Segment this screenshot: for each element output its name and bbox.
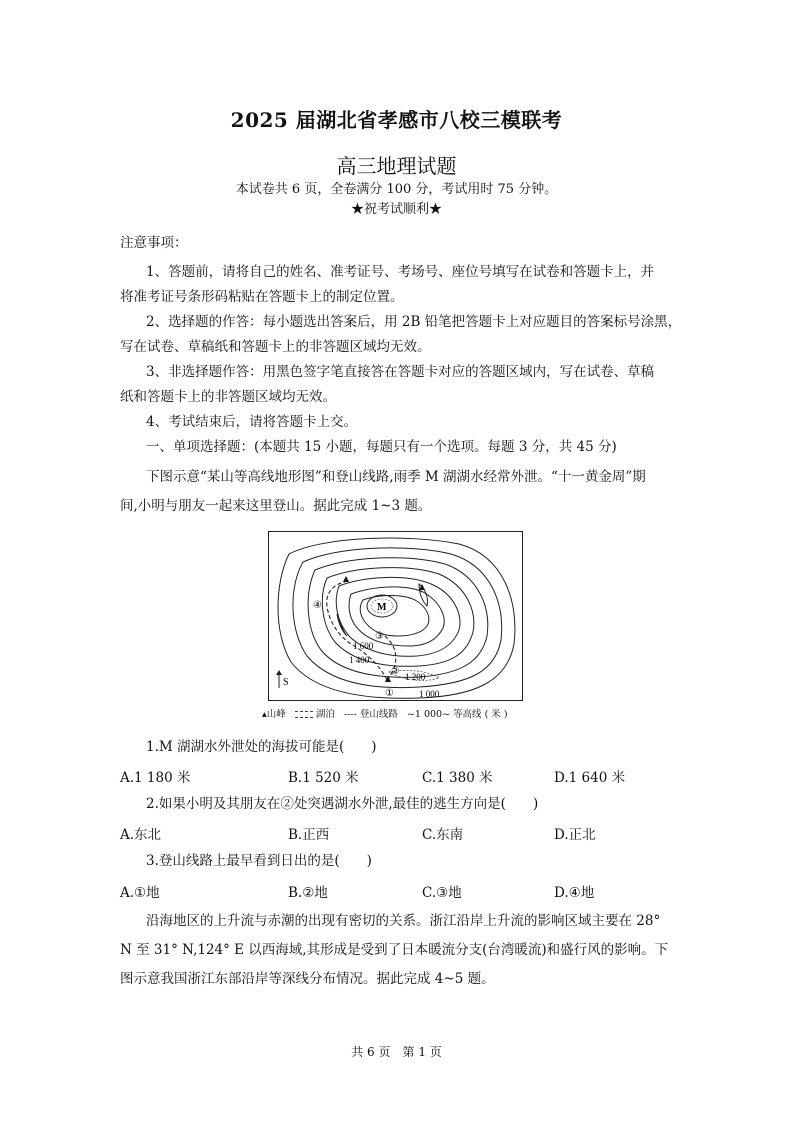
lake-pattern-icon	[295, 711, 313, 718]
question-1-options	[0, 766, 793, 784]
passage-2-line-2: N 至 31° N,124° E 以西海域,其形成是受到了日本暖流分支(台湾暖流)和盛行风的影响。下	[120, 942, 669, 958]
legend-lake-label: 湖泊	[315, 709, 335, 720]
section-heading: 一、单项选择题：(本题共 15 小题，每题只有一个选项。每题 3 分，共 45 分)	[146, 439, 617, 455]
notice-heading: 注意事项：	[120, 235, 188, 251]
notice-item-1-line-1: 1、答题前，请将自己的姓名、准考证号、考场号、座位号填写在试卷和答题卡上，并	[146, 264, 655, 280]
passage-2-line-1: 沿海地区的上升流与赤潮的出现有密切的关系。浙江沿岸上升流的影响区域主要在 28°	[146, 913, 661, 929]
question-2-option-b[interactable]: B.正西	[288, 827, 330, 843]
question-3-option-d[interactable]: D.④地	[554, 885, 595, 901]
question-3-stem: 3.登山线路上最早看到日出的是( )	[146, 853, 372, 869]
question-2-options	[0, 823, 793, 841]
notice-item-2-line-1: 2、选择题的作答：每小题选出答案后，用 2B 铅笔把答题卡上对应题目的答案标号涂黑，	[146, 314, 682, 330]
notice-item-3-line-2: 纸和答题卡上的非答题区域均无效。	[120, 389, 336, 405]
point-2-label: ②	[391, 666, 400, 677]
question-1-option-d[interactable]: D.1 640 米	[554, 770, 626, 786]
question-1-option-a[interactable]: A.1 180 米	[120, 770, 191, 786]
question-1-option-c[interactable]: C.1 380 米	[422, 770, 493, 786]
point-4-label: ④	[313, 600, 322, 611]
question-3-option-b[interactable]: B.②地	[288, 885, 328, 901]
route-line-icon: ----	[343, 709, 357, 720]
contour-label-1400: 1 400	[349, 655, 370, 665]
exam-subtitle: 高三地理试题	[336, 154, 457, 178]
passage-2-line-3: 图示意我国浙江东部沿岸等深线分布情况。据此完成 4~5 题。	[120, 971, 495, 987]
legend-route-label: 登山线路	[359, 709, 398, 720]
peak-icon: ▴	[262, 709, 267, 720]
point-1-label: ①	[385, 688, 394, 699]
question-3-option-c[interactable]: C.③地	[422, 885, 462, 901]
contour-label-1200: 1 200	[405, 672, 426, 682]
page-footer: 共 6 页 第 1 页	[351, 1045, 442, 1059]
question-2-option-c[interactable]: C.东南	[422, 827, 464, 843]
passage-1-line-2: 间,小明与朋友一起来这里登山。据此完成 1~3 题。	[120, 498, 432, 514]
exam-intro: 本试卷共 6 页，全卷满分 100 分，考试用时 75 分钟。	[235, 182, 558, 197]
map-legend	[262, 706, 542, 720]
question-2-stem: 2.如果小明及其朋友在②处突遇湖水外泄,最佳的逃生方向是( )	[146, 796, 539, 812]
question-3-option-a[interactable]: A.①地	[120, 885, 160, 901]
contour-map-svg	[269, 532, 522, 700]
notice-item-1-line-2: 将准考证号条形码粘贴在答题卡上的制定位置。	[120, 289, 404, 305]
legend-contour-label: ~1 000~ 等高线 ( 米 )	[406, 709, 508, 720]
legend-peak-label: 山峰	[266, 709, 286, 720]
contour-label-1000: 1 000	[419, 689, 440, 699]
notice-item-4: 4、考试结束后，请将答题卡上交。	[146, 414, 358, 430]
point-3-label: ③	[375, 631, 384, 642]
question-1-option-b[interactable]: B.1 520 米	[288, 770, 359, 786]
question-2-option-d[interactable]: D.正北	[554, 827, 596, 843]
question-1-stem: 1.M 湖湖水外泄处的海拔可能是( )	[146, 739, 377, 755]
exam-title: 2025 届湖北省孝感市八校三模联考	[230, 108, 563, 132]
notice-item-3-line-1: 3、非选择题作答：用黑色签字笔直接答在答题卡对应的答题区域内，写在试卷、草稿	[146, 364, 655, 380]
passage-1-line-1: 下图示意“某山等高线地形图”和登山线路,雨季 M 湖湖水经常外泄。“十一黄金周”期	[146, 469, 646, 485]
contour-map	[268, 531, 523, 701]
notice-item-2-line-2: 写在试卷、草稿纸和答题卡上的非答题区域均无效。	[120, 339, 431, 355]
question-2-option-a[interactable]: A.东北	[120, 827, 162, 843]
south-label: S	[283, 677, 289, 688]
lake-label: M	[377, 602, 387, 613]
exam-wish: ★祝考试顺利★	[350, 202, 442, 217]
contour-label-1600: 1 600	[353, 641, 374, 651]
question-3-options	[0, 881, 793, 899]
